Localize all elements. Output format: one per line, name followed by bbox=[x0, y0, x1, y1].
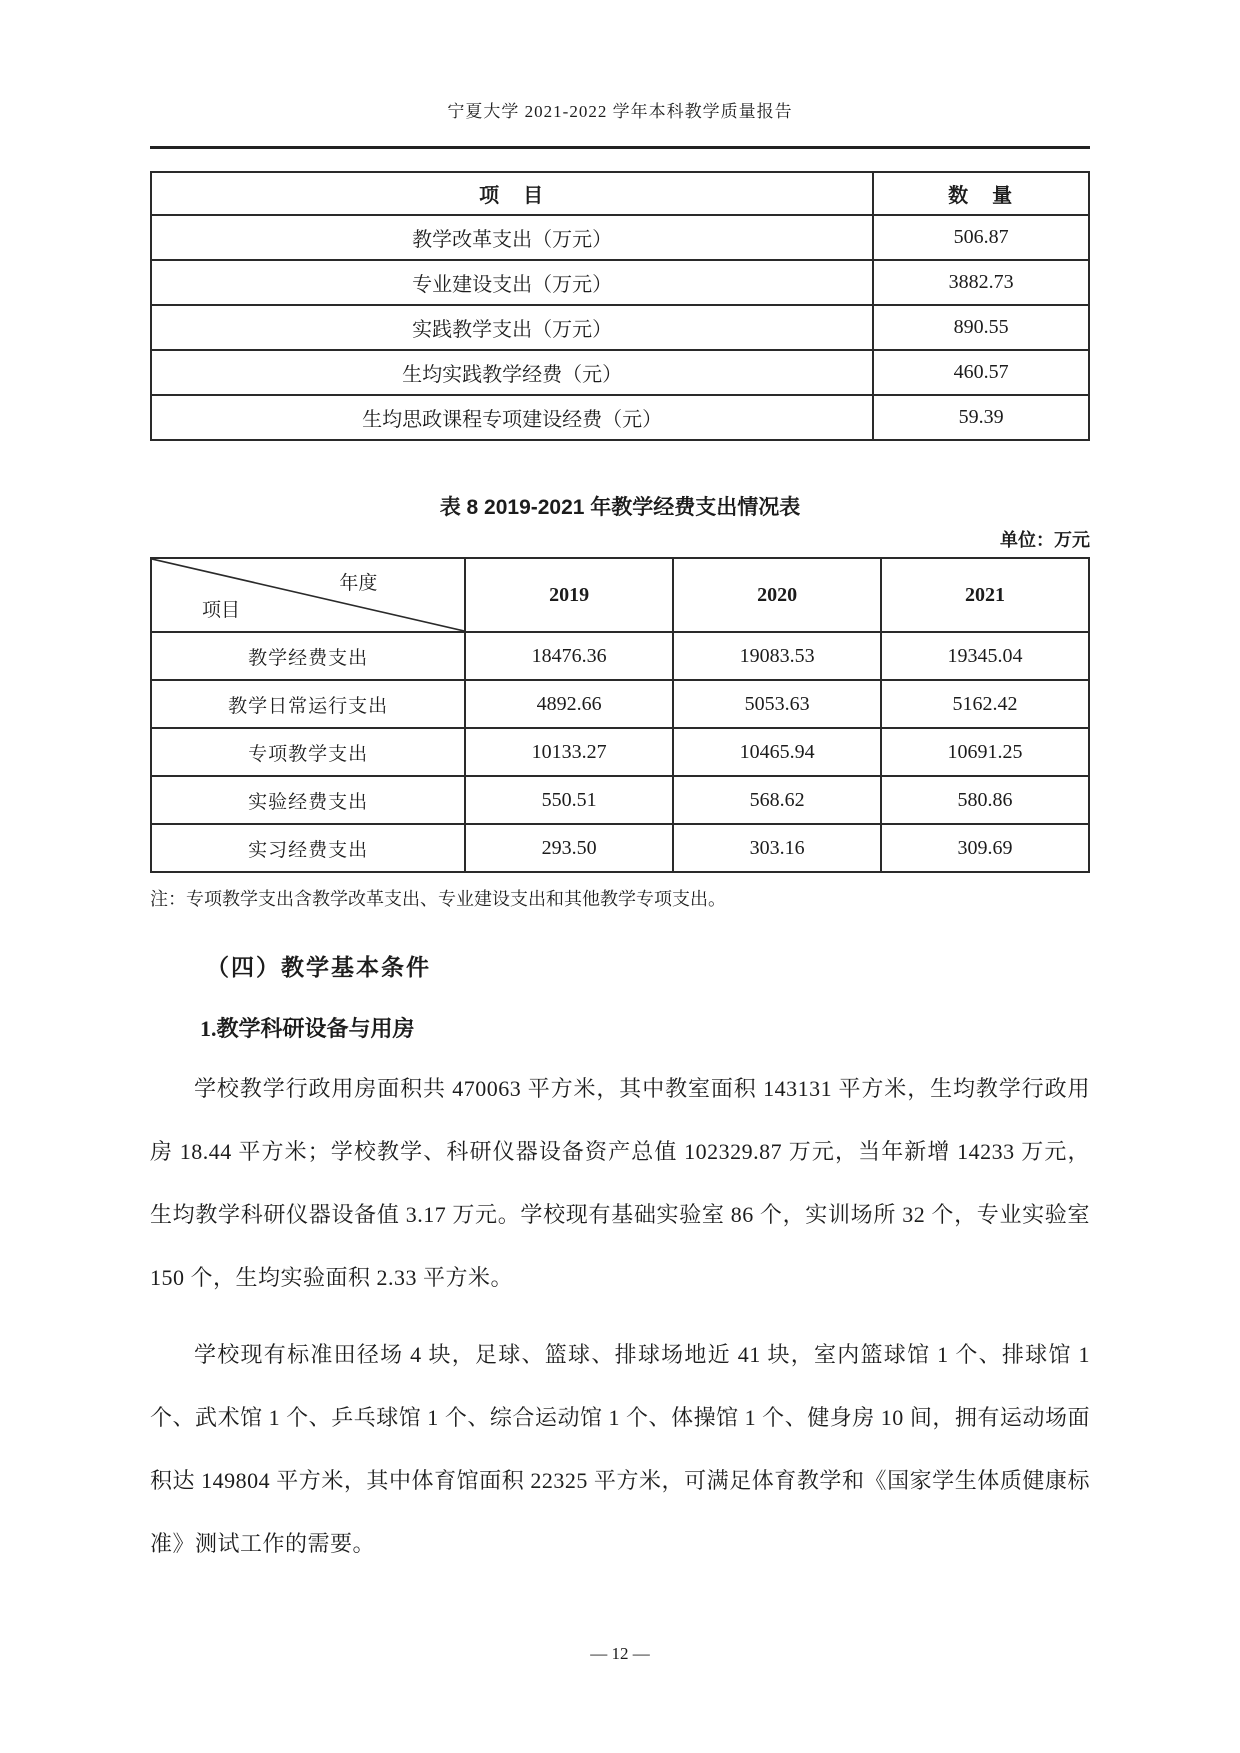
column-header-2019: 2019 bbox=[465, 558, 673, 632]
table-row bbox=[151, 215, 1089, 260]
item-label: 生均实践教学经费（元） bbox=[151, 350, 873, 395]
table-row bbox=[151, 680, 1089, 728]
row-label: 教学经费支出 bbox=[151, 632, 465, 680]
column-header-2021: 2021 bbox=[881, 558, 1089, 632]
table-row bbox=[151, 728, 1089, 776]
item-value: 59.39 bbox=[873, 395, 1089, 440]
diagonal-divider-line bbox=[152, 559, 464, 631]
table-row bbox=[151, 305, 1089, 350]
table-row bbox=[151, 350, 1089, 395]
column-header-2020: 2020 bbox=[673, 558, 881, 632]
diagonal-header-cell bbox=[151, 558, 465, 632]
table-header-row bbox=[151, 558, 1089, 632]
item-label: 生均思政课程专项建设经费（元） bbox=[151, 395, 873, 440]
cell-2019: 18476.36 bbox=[465, 632, 673, 680]
cell-2019: 293.50 bbox=[465, 824, 673, 872]
item-label: 实践教学支出（万元） bbox=[151, 305, 873, 350]
column-header-item: 项 目 bbox=[151, 172, 873, 215]
cell-2021: 5162.42 bbox=[881, 680, 1089, 728]
table-row bbox=[151, 632, 1089, 680]
section-heading: （四）教学基本条件 bbox=[206, 955, 431, 980]
item-label: 专业建设支出（万元） bbox=[151, 260, 873, 305]
table8-caption: 表 8 2019-2021 年教学经费支出情况表 bbox=[439, 496, 801, 519]
cell-2021: 19345.04 bbox=[881, 632, 1089, 680]
cell-2020: 19083.53 bbox=[673, 632, 881, 680]
item-value: 460.57 bbox=[873, 350, 1089, 395]
item-value: 890.55 bbox=[873, 305, 1089, 350]
table-row bbox=[151, 776, 1089, 824]
item-label: 教学改革支出（万元） bbox=[151, 215, 873, 260]
cell-2021: 10691.25 bbox=[881, 728, 1089, 776]
running-header-title: 宁夏大学 2021-2022 学年本科教学质量报告 bbox=[150, 100, 1090, 149]
table-row bbox=[151, 824, 1089, 872]
table-row bbox=[151, 395, 1089, 440]
cell-2019: 550.51 bbox=[465, 776, 673, 824]
row-label: 教学日常运行支出 bbox=[151, 680, 465, 728]
unit-note: 单位：万元 bbox=[1000, 530, 1090, 550]
cell-2020: 10465.94 bbox=[673, 728, 881, 776]
cell-2019: 4892.66 bbox=[465, 680, 673, 728]
diagonal-label-year: 年度 bbox=[339, 573, 378, 594]
cell-2021: 309.69 bbox=[881, 824, 1089, 872]
cell-2020: 303.16 bbox=[673, 824, 881, 872]
column-header-quantity: 数 量 bbox=[873, 172, 1089, 215]
cell-2020: 5053.63 bbox=[673, 680, 881, 728]
cell-2020: 568.62 bbox=[673, 776, 881, 824]
item-value: 506.87 bbox=[873, 215, 1089, 260]
subsection-heading: 1.教学科研设备与用房 bbox=[200, 1016, 415, 1041]
body-paragraph-2: 学校现有标准田径场 4 块，足球、篮球、排球场地近 41 块，室内篮球馆 1 个、排球馆 1 个、武术馆 1 个、乒乓球馆 1 个、综合运动馆 1 个、体操馆 1 个、健身房 10 间，拥有运动场面积达 149804 平方米，其中体育馆面积 22325 平方米，可满足体育教学和《国家学生体质健康标准》测试工作的需要。 bbox=[150, 1342, 1090, 1556]
body-paragraph-1: 学校教学行政用房面积共 470063 平方米，其中教室面积 143131 平方米，生均教学行政用房 18.44 平方米；学校教学、科研仪器设备资产总值 102329.87 万元，当年新增 14233 万元，生均教学科研仪器设备值 3.17 万元。学校现有基础实验室 86 个，实训场所 32 个，专业实验室 150 个，生均实验面积 2.33 平方米。 bbox=[150, 1076, 1090, 1290]
table-header-row bbox=[151, 172, 1089, 215]
expenditure-by-year-table bbox=[150, 557, 1090, 873]
page-number: — 12 — bbox=[590, 1644, 650, 1663]
table-footnote: 注：专项教学支出含教学改革支出、专业建设支出和其他教学专项支出。 bbox=[150, 889, 726, 909]
row-label: 实习经费支出 bbox=[151, 824, 465, 872]
cell-2021: 580.86 bbox=[881, 776, 1089, 824]
item-value: 3882.73 bbox=[873, 260, 1089, 305]
diagonal-label-item: 项目 bbox=[201, 600, 240, 621]
row-label: 实验经费支出 bbox=[151, 776, 465, 824]
expenditure-items-table bbox=[150, 171, 1090, 441]
cell-2019: 10133.27 bbox=[465, 728, 673, 776]
table-row bbox=[151, 260, 1089, 305]
row-label: 专项教学支出 bbox=[151, 728, 465, 776]
